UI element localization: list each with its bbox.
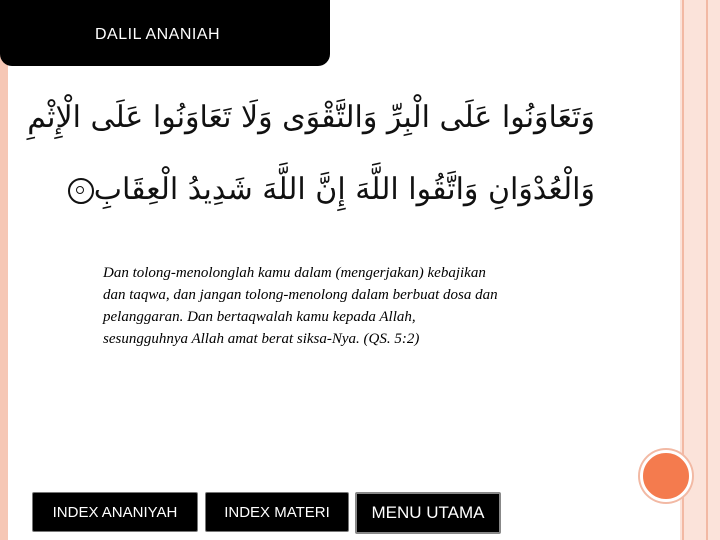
rail-line-right [706,0,708,540]
ayah-end-icon [68,178,94,204]
decor-circle [640,450,692,502]
menu-utama-button[interactable]: MENU UTAMA [355,492,501,534]
left-decor-strip [0,0,8,540]
arabic-verse-line-2-text: وَالْعُدْوَانِ وَاتَّقُوا اللَّهَ إِنَّ اللَّهَ شَدِيدُ الْعِقَابِ [93,172,595,207]
translation-line: Dan tolong-menolonglah kamu dalam (mengerjakan) kebajikan [103,265,486,281]
arabic-verse-line-2 [95,172,595,207]
translation-line: pelanggaran. Dan bertaqwalah kamu kepada Allah, [103,309,416,325]
page-title: DALIL ANANIAH [95,26,221,43]
title-banner [0,0,330,66]
index-materi-button[interactable]: INDEX MATERI [205,492,349,532]
index-ananiyah-button[interactable]: INDEX ANANIYAH [32,492,198,532]
translation-line: dan taqwa, dan jangan tolong-menolong dalam berbuat dosa dan [103,287,498,303]
verse-translation [103,262,623,350]
arabic-verse-line-1: وَتَعَاوَنُوا عَلَى الْبِرِّ وَالتَّقْوَى وَلَا تَعَاوَنُوا عَلَى الْإِثْمِ [27,100,595,135]
translation-line: sesungguhnya Allah amat berat siksa-Nya. (QS. 5:2) [103,331,420,347]
